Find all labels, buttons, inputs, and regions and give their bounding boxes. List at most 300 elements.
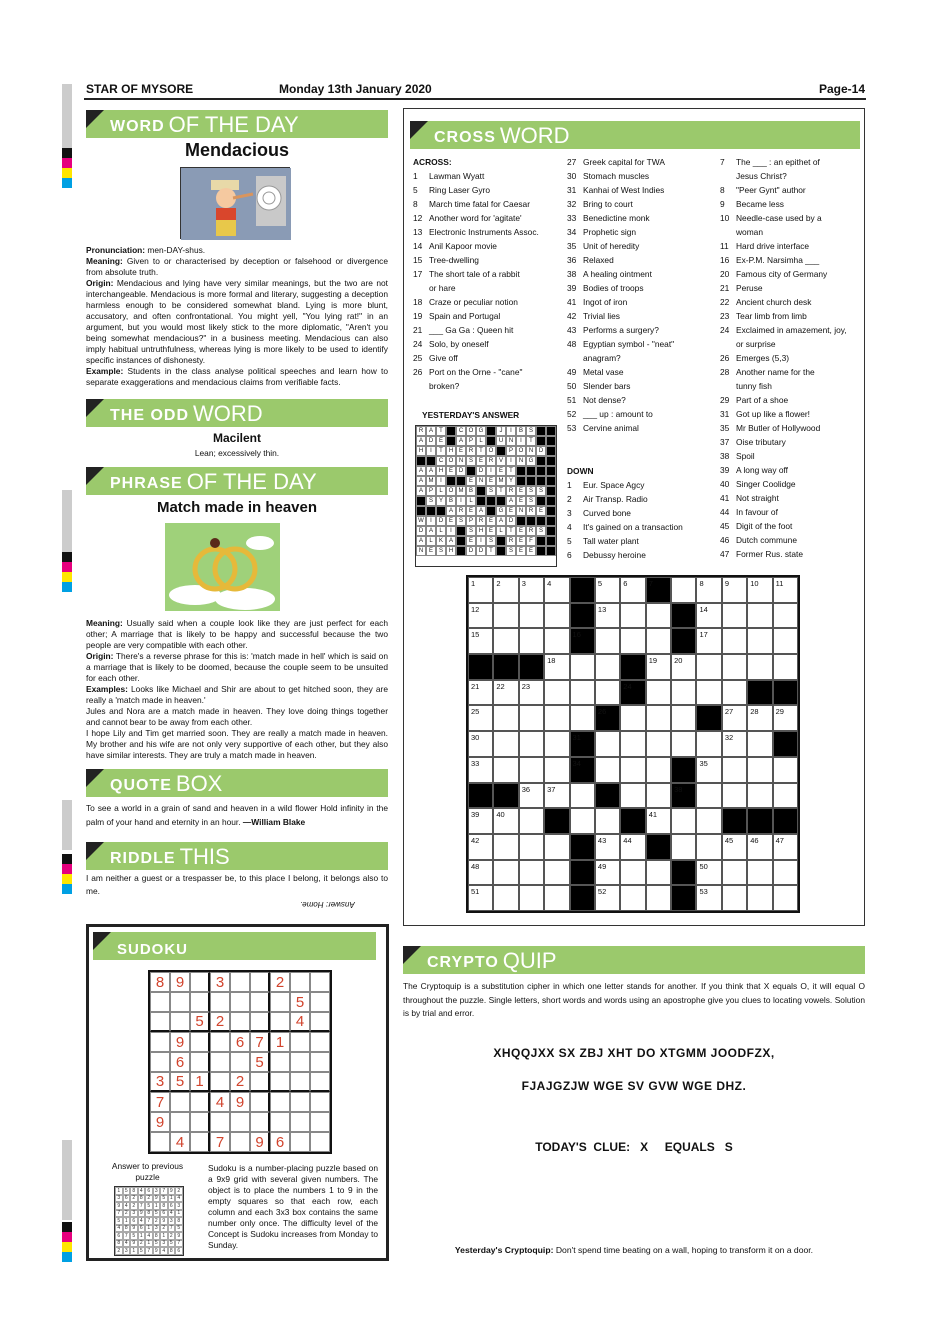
crossword-cell[interactable] [519,808,544,834]
sudoku-cell[interactable] [210,1052,230,1072]
crossword-cell[interactable]: 49 [595,860,620,886]
riddle-text: I am neither a guest or a trespasser be, to this place I belong, it belongs also to me. [86,873,388,896]
crossword-cell[interactable] [747,628,772,654]
crossword-cell[interactable]: 30 [468,731,493,757]
crossword-cell[interactable]: 10 [747,577,772,603]
crossword-cell[interactable] [747,731,772,757]
crossword-cell[interactable]: 37 [544,783,569,809]
crossword-cell[interactable]: 28 [747,705,772,731]
answer-cell: 7 [123,1232,131,1240]
crossword-cell[interactable] [493,860,518,886]
crossword-cell[interactable] [570,860,595,886]
sudoku-cell[interactable]: 1 [270,1032,290,1052]
sudoku-cell[interactable] [250,972,270,992]
sudoku-cell[interactable] [250,1112,270,1132]
sudoku-cell[interactable]: 5 [290,992,310,1012]
answer-cell: 8 [123,1225,131,1233]
sudoku-cell[interactable] [290,1032,310,1052]
cryptoquip-line2: FJAJGZJW WGE SV GVW WGE DHZ. [521,1079,747,1093]
answer-cell: D [536,446,546,456]
crossword-cell[interactable] [722,783,747,809]
crossword-cell[interactable] [747,654,772,680]
clue-item: 4 It's gained on a transaction [567,522,683,532]
sudoku-cell[interactable] [170,1092,190,1112]
crossword-cell[interactable] [646,885,671,911]
crossword-cell[interactable]: 3 [519,577,544,603]
crossword-cell[interactable] [544,603,569,629]
crossword-cell[interactable]: 16 [570,628,595,654]
answer-cell: M [496,476,506,486]
sudoku-cell[interactable] [190,1092,210,1112]
sudoku-description: Sudoku is a number-placing puzzle based on a 9x9 grid with several given numbers. The object is to place the numbers 1 to 9 in the empty squares so that each row, each column and each 3x3 box contains the same number only once. The difficulty level of the Concept is Sudoku increases from Monday to Sunday. [208,1163,378,1250]
crossword-cell[interactable]: 50 [696,860,721,886]
sudoku-cell[interactable] [170,1012,190,1032]
crossword-cell[interactable] [773,783,798,809]
answer-cell: 5 [175,1225,183,1233]
crossword-cell[interactable]: 41 [646,808,671,834]
sudoku-cell[interactable] [250,1012,270,1032]
sudoku-cell[interactable]: 9 [170,1032,190,1052]
sudoku-cell[interactable]: 9 [170,972,190,992]
sudoku-cell[interactable] [190,1052,210,1072]
crossword-cell[interactable] [570,885,595,911]
answer-cell: O [466,426,476,436]
crossword-cell[interactable] [493,654,518,680]
crossword-cell[interactable] [722,757,747,783]
sudoku-cell[interactable]: 7 [210,1132,230,1152]
crossword-cell[interactable] [773,860,798,886]
crossword-cell[interactable] [671,731,696,757]
crossword-cell[interactable] [747,757,772,783]
crossword-cell[interactable] [519,834,544,860]
crossword-cell[interactable] [620,654,645,680]
crossword-cell[interactable] [722,680,747,706]
crossword-cell[interactable]: 48 [468,860,493,886]
sudoku-cell[interactable] [150,1032,170,1052]
crossword-cell[interactable] [671,577,696,603]
crossword-cell[interactable] [519,603,544,629]
sudoku-cell[interactable] [250,1092,270,1112]
crossword-cell[interactable] [493,628,518,654]
crossword-cell[interactable] [595,808,620,834]
crossword-cell[interactable] [646,783,671,809]
crossword-cell[interactable] [519,628,544,654]
sudoku-cell[interactable] [170,1112,190,1132]
crossword-cell[interactable] [747,808,772,834]
sudoku-cell[interactable] [310,1092,330,1112]
crossword-cell[interactable] [671,628,696,654]
answer-cell: M [456,486,466,496]
crossword-cell[interactable]: 43 [595,834,620,860]
crossword-cell[interactable] [747,860,772,886]
crossword-cell[interactable] [646,705,671,731]
crossword-cell[interactable]: 1 [468,577,493,603]
sudoku-cell[interactable]: 7 [150,1092,170,1112]
crossword-cell[interactable]: 8 [696,577,721,603]
sudoku-cell[interactable] [310,972,330,992]
crossword-cell[interactable]: 17 [696,628,721,654]
crossword-cell[interactable]: 11 [773,577,798,603]
crossword-cell[interactable] [671,705,696,731]
crossword-cell[interactable] [722,654,747,680]
crossword-cell[interactable] [696,808,721,834]
crossword-cell[interactable]: 4 [544,577,569,603]
crossword-cell[interactable]: 24 [620,680,645,706]
crossword-cell[interactable] [773,628,798,654]
crossword-cell[interactable] [696,680,721,706]
answer-cell: A [426,466,436,476]
crossword-cell[interactable] [544,860,569,886]
clue-item: 6 Debussy heroine [567,550,646,560]
sudoku-cell[interactable] [270,1072,290,1092]
sudoku-grid[interactable] [148,970,332,1154]
crossword-cell[interactable] [620,885,645,911]
crossword-cell[interactable] [773,680,798,706]
sudoku-cell[interactable]: 3 [150,1072,170,1092]
down-clues-col3 [720,155,865,561]
crossword-cell[interactable] [519,705,544,731]
sudoku-cell[interactable]: 5 [190,1012,210,1032]
answer-cell: N [456,456,466,466]
crossword-cell[interactable] [493,757,518,783]
crossword-cell[interactable]: 47 [773,834,798,860]
crossword-cell[interactable] [722,603,747,629]
sudoku-cell[interactable] [210,1032,230,1052]
sudoku-cell[interactable] [310,1112,330,1132]
crossword-cell[interactable] [671,834,696,860]
answer-cell: C [456,426,466,436]
answer-cell [526,466,536,476]
crossword-cell[interactable]: 44 [620,834,645,860]
sudoku-cell[interactable] [310,1132,330,1152]
sudoku-cell[interactable] [290,972,310,992]
crossword-cell[interactable]: 36 [519,783,544,809]
answer-cell: 9 [130,1225,138,1233]
answer-cell: A [416,476,426,486]
crossword-cell[interactable] [544,731,569,757]
crossword-cell[interactable] [519,885,544,911]
crossword-cell[interactable] [722,885,747,911]
sudoku-cell[interactable] [250,1072,270,1092]
crossword-cell[interactable] [646,731,671,757]
crossword-cell[interactable] [595,680,620,706]
crossword-cell[interactable]: 20 [671,654,696,680]
crossword-cell[interactable] [620,783,645,809]
crossword-cell[interactable]: 33 [468,757,493,783]
sudoku-cell[interactable] [310,992,330,1012]
crossword-cell[interactable] [570,603,595,629]
crossword-cell[interactable] [493,705,518,731]
crossword-cell[interactable] [646,757,671,783]
crossword-cell[interactable]: 23 [519,680,544,706]
crossword-cell[interactable] [493,603,518,629]
sudoku-cell[interactable] [150,992,170,1012]
crossword-cell[interactable] [595,783,620,809]
crossword-cell[interactable]: 40 [493,808,518,834]
sudoku-cell[interactable] [190,972,210,992]
crossword-cell[interactable] [493,834,518,860]
crossword-cell[interactable] [646,860,671,886]
sudoku-cell[interactable]: 8 [150,972,170,992]
sudoku-cell[interactable] [230,1112,250,1132]
sudoku-cell[interactable] [290,1052,310,1072]
sudoku-cell[interactable] [230,1052,250,1072]
answer-cell: H [446,446,456,456]
clue-item: or hare [429,283,456,293]
crossword-grid[interactable] [466,575,800,913]
crossword-cell[interactable] [544,628,569,654]
sudoku-cell[interactable]: 2 [270,972,290,992]
crossword-cell[interactable] [696,834,721,860]
answer-cell: G [496,506,506,516]
crossword-cell[interactable] [646,680,671,706]
crossword-cell[interactable]: 51 [468,885,493,911]
answer-cell: R [456,506,466,516]
sudoku-cell[interactable] [210,1072,230,1092]
sudoku-cell[interactable]: 4 [290,1012,310,1032]
crossword-cell[interactable] [570,808,595,834]
clue-item: 49 Metal vase [567,367,624,377]
crossword-cell[interactable]: 25 [468,705,493,731]
crossword-cell[interactable] [570,680,595,706]
crossword-cell[interactable] [696,731,721,757]
crossword-cell[interactable] [696,783,721,809]
sudoku-cell[interactable] [250,992,270,1012]
crossword-cell[interactable] [747,680,772,706]
answer-cell [536,536,546,546]
crossword-cell[interactable] [671,757,696,783]
clue-item: broken? [429,381,460,391]
sudoku-cell[interactable]: 5 [250,1052,270,1072]
crossword-cell[interactable] [747,885,772,911]
crossword-cell[interactable]: 13 [595,603,620,629]
answer-cell: F [526,536,536,546]
crossword-cell[interactable] [544,885,569,911]
sudoku-cell[interactable] [270,1092,290,1112]
answer-cell [516,476,526,486]
crossword-cell[interactable] [671,885,696,911]
crossword-cell[interactable]: 39 [468,808,493,834]
crossword-cell[interactable] [519,731,544,757]
crossword-cell[interactable] [747,603,772,629]
crossword-cell[interactable] [493,885,518,911]
clue-item: 29 Part of a shoe [720,395,789,405]
quote-text: To see a world in a grain of sand and heaven in a wild flower Hold infinity in the palm of your hand and eternity in an hour. —William Blake [86,803,388,827]
clue-item: 48 Egyptian symbol - "neat" [567,339,675,349]
sudoku-cell[interactable] [230,972,250,992]
sudoku-cell[interactable] [310,1072,330,1092]
crossword-cell[interactable] [519,654,544,680]
crossword-cell[interactable] [544,680,569,706]
clue-item: 51 Not dense? [567,395,626,405]
sudoku-cell[interactable] [270,992,290,1012]
answer-cell [546,446,556,456]
crossword-cell[interactable] [722,808,747,834]
crossword-cell[interactable]: 12 [468,603,493,629]
sudoku-cell[interactable]: 3 [210,972,230,992]
sudoku-cell[interactable] [270,1052,290,1072]
crossword-cell[interactable] [773,808,798,834]
crossword-cell[interactable] [570,654,595,680]
crossword-cell[interactable] [773,731,798,757]
crossword-cell[interactable] [696,654,721,680]
crossword-cell[interactable]: 22 [493,680,518,706]
crossword-cell[interactable]: 35 [696,757,721,783]
sudoku-cell[interactable]: 2 [230,1072,250,1092]
crossword-cell[interactable] [595,654,620,680]
crossword-cell[interactable] [773,654,798,680]
answer-cell: E [446,516,456,526]
crossword-cell[interactable]: 53 [696,885,721,911]
crossword-cell[interactable]: 27 [722,705,747,731]
crossword-cell[interactable]: 34 [570,757,595,783]
crossword-cell[interactable] [696,705,721,731]
sudoku-cell[interactable]: 7 [250,1032,270,1052]
crossword-cell[interactable]: 14 [696,603,721,629]
crossword-cell[interactable] [620,731,645,757]
answer-cell [526,476,536,486]
crossword-cell[interactable] [773,757,798,783]
sudoku-cell[interactable] [230,992,250,1012]
sudoku-cell[interactable]: 4 [170,1132,190,1152]
crossword-cell[interactable] [544,757,569,783]
crossword-cell[interactable] [671,603,696,629]
answer-cell: 9 [160,1217,168,1225]
crossword-cell[interactable] [773,603,798,629]
crossword-cell[interactable] [722,628,747,654]
sudoku-cell[interactable]: 6 [170,1052,190,1072]
sudoku-cell[interactable] [150,1052,170,1072]
sudoku-cell[interactable]: 1 [190,1072,210,1092]
crossword-cell[interactable] [620,628,645,654]
sudoku-cell[interactable] [310,1032,330,1052]
sudoku-cell[interactable] [290,1112,310,1132]
sudoku-cell[interactable] [290,1072,310,1092]
crossword-cell[interactable]: 15 [468,628,493,654]
sudoku-cell[interactable] [290,1092,310,1112]
sudoku-cell[interactable] [290,1132,310,1152]
crossword-cell[interactable]: 45 [722,834,747,860]
sudoku-cell[interactable] [270,1112,290,1132]
crossword-cell[interactable] [544,834,569,860]
crossword-cell[interactable] [493,783,518,809]
crossword-cell[interactable] [595,731,620,757]
sudoku-cell[interactable]: 5 [170,1072,190,1092]
crossword-cell[interactable]: 18 [544,654,569,680]
crossword-cell[interactable] [646,834,671,860]
crossword-cell[interactable] [671,808,696,834]
crossword-cell[interactable] [493,731,518,757]
crossword-cell[interactable]: 21 [468,680,493,706]
sudoku-cell[interactable] [150,1012,170,1032]
crossword-cell[interactable] [544,705,569,731]
crossword-cell[interactable] [620,860,645,886]
answer-cell [486,506,496,516]
crossword-cell[interactable] [468,654,493,680]
sudoku-cell[interactable] [190,992,210,1012]
sudoku-cell[interactable] [190,1032,210,1052]
crossword-cell[interactable] [671,680,696,706]
sudoku-cell[interactable] [170,992,190,1012]
crossword-cell[interactable]: 32 [722,731,747,757]
sudoku-cell[interactable]: 4 [210,1092,230,1112]
page-number: Page-14 [819,82,866,96]
crossword-cell[interactable] [620,603,645,629]
sudoku-cell[interactable]: 6 [270,1132,290,1152]
crossword-cell[interactable] [519,757,544,783]
crossword-cell[interactable]: 2 [493,577,518,603]
crossword-cell[interactable]: 46 [747,834,772,860]
answer-cell: 3 [130,1210,138,1218]
crossword-cell[interactable] [671,860,696,886]
sudoku-cell[interactable]: 6 [230,1032,250,1052]
answer-cell [536,496,546,506]
crossword-cell[interactable] [646,628,671,654]
sudoku-cell[interactable]: 9 [250,1132,270,1152]
answer-cell: I [436,476,446,486]
clue-item: 10 Needle-case used by a [720,213,822,223]
crossword-cell[interactable]: 7 [646,577,671,603]
crossword-cell[interactable] [747,783,772,809]
crossword-cell[interactable]: 52 [595,885,620,911]
sudoku-cell[interactable] [210,992,230,1012]
crossword-cell[interactable]: 29 [773,705,798,731]
crossword-cell[interactable]: 19 [646,654,671,680]
crossword-cell[interactable] [570,705,595,731]
crossword-cell[interactable] [620,757,645,783]
crossword-cell[interactable] [595,628,620,654]
sudoku-cell[interactable] [190,1112,210,1132]
crossword-cell[interactable]: 38 [671,783,696,809]
sudoku-cell[interactable] [270,1012,290,1032]
sudoku-cell[interactable] [310,1052,330,1072]
crossword-cell[interactable] [544,808,569,834]
sudoku-cell[interactable]: 9 [230,1092,250,1112]
sudoku-cell[interactable] [210,1112,230,1132]
answer-cell: B [516,426,526,436]
sudoku-cell[interactable] [230,1132,250,1152]
clue-item: 35 Mr Butler of Hollywood [720,423,821,433]
crossword-cell[interactable] [722,860,747,886]
crossword-cell[interactable]: 6 [620,577,645,603]
sudoku-cell[interactable] [150,1132,170,1152]
sudoku-cell[interactable] [230,1012,250,1032]
crossword-cell[interactable] [620,808,645,834]
crossword-cell[interactable] [570,577,595,603]
word-term: Mendacious [184,140,290,160]
crossword-cell[interactable] [646,603,671,629]
crossword-cell[interactable]: 42 [468,834,493,860]
crossword-cell[interactable] [595,757,620,783]
clue-item: 31 Got up like a flower! [720,409,811,419]
sudoku-cell[interactable] [190,1132,210,1152]
crossword-cell[interactable]: 5 [595,577,620,603]
crossword-cell[interactable] [519,860,544,886]
crossword-cell[interactable] [620,705,645,731]
crossword-cell[interactable]: 9 [722,577,747,603]
sudoku-cell[interactable]: 2 [210,1012,230,1032]
sudoku-cell[interactable]: 9 [150,1112,170,1132]
crossword-cell[interactable]: 26 [595,705,620,731]
answer-cell: N [476,476,486,486]
crossword-cell[interactable] [468,783,493,809]
sudoku-cell[interactable] [310,1012,330,1032]
crossword-cell[interactable]: 31 [570,731,595,757]
crossword-cell[interactable] [570,783,595,809]
answer-cell: A [416,466,426,476]
crossword-cell[interactable] [570,834,595,860]
crossword-cell[interactable] [773,885,798,911]
